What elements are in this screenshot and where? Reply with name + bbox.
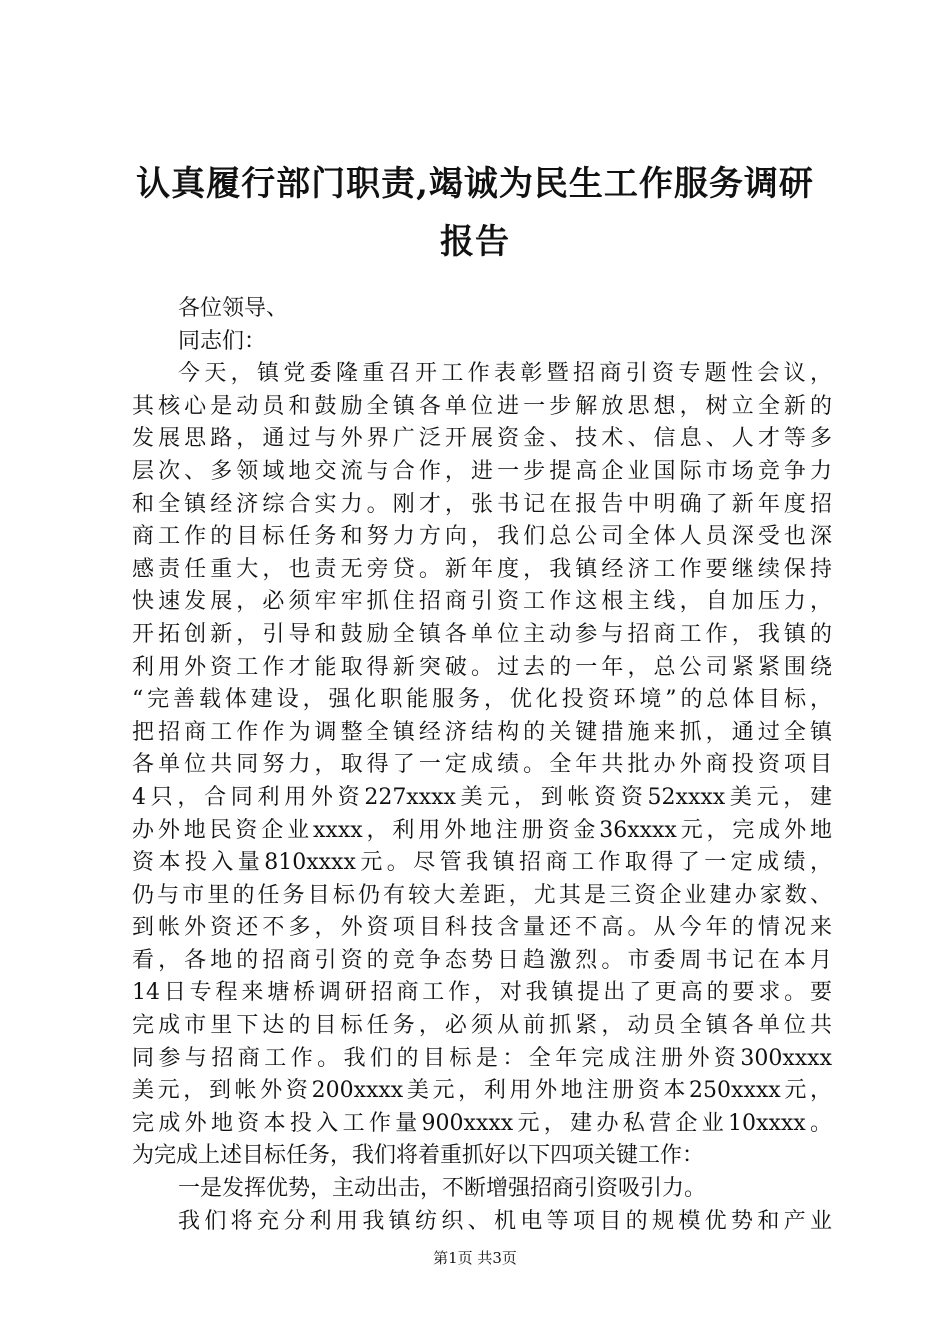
paragraph-line: 我们将充分利用我镇纺织、机电等项目的规模优势和产业 [178, 1208, 832, 1234]
paragraph-line: 发展思路，通过与外界广泛开展资金、技术、信息、人才等多 [132, 426, 832, 452]
paragraph-line: 看，各地的招商引资的竞争态势日趋激烈。市委周书记在本月 [132, 947, 832, 973]
page-number-footer: 第1页 共3页 [433, 1249, 517, 1267]
section-heading-line: 一是发挥优势，主动出击，不断增强招商引资吸引力。 [178, 1176, 707, 1202]
paragraph-line: 完成市里下达的目标任务，必须从前抓紧，动员全镇各单位共 [132, 1013, 832, 1039]
paragraph-line: 感责任重大，也责无旁贷。新年度，我镇经济工作要继续保持 [132, 556, 832, 582]
paragraph-line: 今天，镇党委隆重召开工作表彰暨招商引资专题性会议， [178, 361, 832, 387]
paragraph-line: 为完成上述目标任务，我们将着重抓好以下四项关键工作： [132, 1143, 705, 1169]
paragraph-line: 仍与市里的任务目标仍有较大差距，尤其是三资企业建办家数、 [132, 882, 832, 908]
salutation-line: 各位领导、 [178, 296, 289, 321]
salutation-line: 同志们： [178, 328, 267, 354]
paragraph-line: 利用外资工作才能取得新突破。过去的一年，总公司紧紧围绕 [132, 654, 832, 680]
paragraph-line: 同参与招商工作。我们的目标是：全年完成注册外资300xxxx [132, 1045, 832, 1071]
paragraph-line: 商工作的目标任务和努力方向，我们总公司全体人员深受也深 [132, 524, 832, 550]
document-title: 认真履行部门职责,竭诚为民生工作服务调研 [136, 164, 814, 204]
paragraph-line: 各单位共同努力，取得了一定成绩。全年共批办外商投资项目 [132, 752, 832, 778]
document-title-continued: 报告 [440, 222, 510, 262]
paragraph-line: 4只，合同利用外资227xxxx美元，到帐资资52xxxx美元，建 [132, 784, 832, 810]
paragraph-line: 快速发展，必须牢牢抓住招商引资工作这根主线，自加压力， [132, 589, 832, 615]
paragraph-line: 完成外地资本投入工作量900xxxx元，建办私营企业10xxxx。 [132, 1110, 832, 1136]
paragraph-line: 其核心是动员和鼓励全镇各单位进一步解放思想，树立全新的 [132, 393, 832, 419]
paragraph-line: 14日专程来塘桥调研招商工作，对我镇提出了更高的要求。要 [132, 980, 832, 1006]
paragraph-line: 开拓创新，引导和鼓励全镇各单位主动参与招商工作，我镇的 [132, 621, 832, 647]
paragraph-line: 资本投入量810xxxx元。尽管我镇招商工作取得了一定成绩， [132, 850, 832, 876]
paragraph-line: 办外地民资企业xxxx，利用外地注册资金36xxxx元，完成外地 [132, 817, 832, 843]
paragraph-line: 和全镇经济综合实力。刚才，张书记在报告中明确了新年度招 [132, 491, 832, 517]
document-body [132, 293, 832, 1238]
paragraph-line: 到帐外资还不多，外资项目科技含量还不高。从今年的情况来 [132, 915, 832, 941]
paragraph-line: “完善载体建设，强化职能服务，优化投资环境”的总体目标， [132, 687, 832, 713]
paragraph-line: 层次、多领域地交流与合作，进一步提高企业国际市场竞争力 [132, 458, 832, 484]
paragraph-line: 把招商工作作为调整全镇经济结构的关键措施来抓，通过全镇 [132, 719, 832, 745]
paragraph-line: 美元，到帐外资200xxxx美元，利用外地注册资本250xxxx元， [132, 1078, 832, 1104]
